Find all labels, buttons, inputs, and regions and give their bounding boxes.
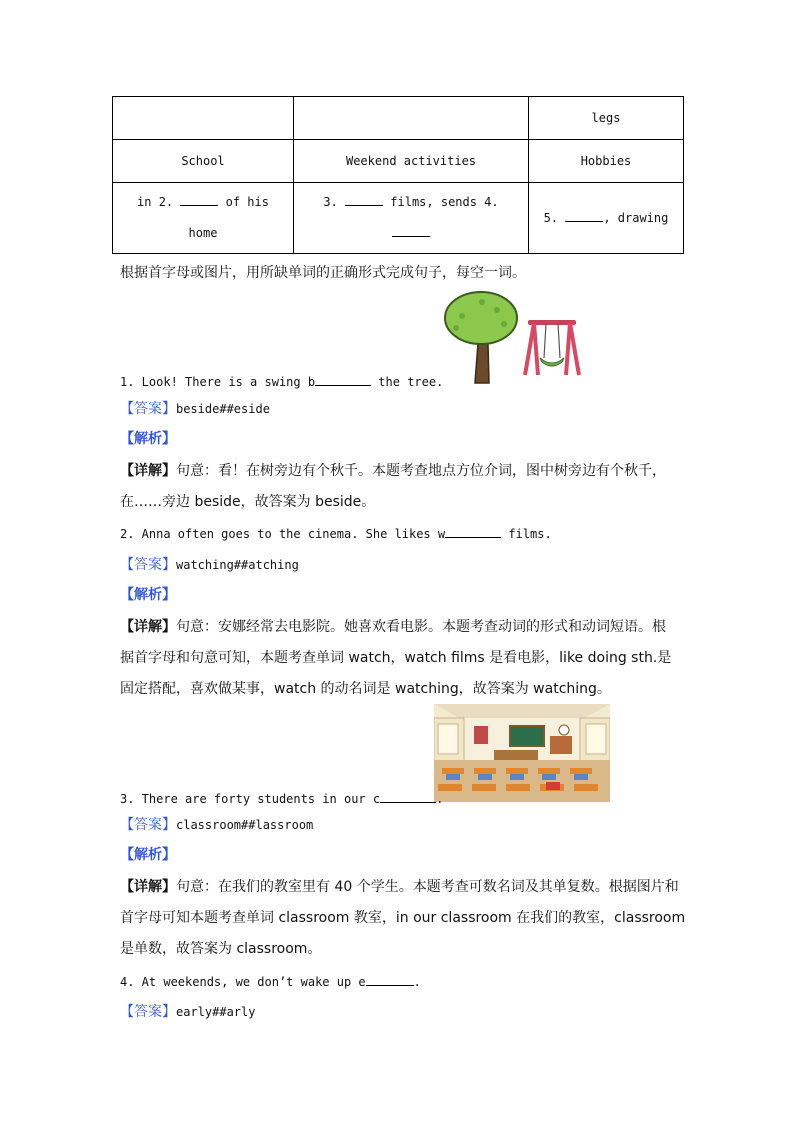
table-row	[113, 140, 684, 183]
table-header-hobbies: Hobbies	[529, 140, 684, 183]
blank-3[interactable]	[345, 191, 383, 206]
answer-blank[interactable]	[315, 373, 371, 386]
analysis-label: 【解析】	[120, 587, 176, 603]
question-text: 1. Look! There is a swing b	[120, 375, 316, 389]
question-text: the tree.	[371, 375, 444, 389]
cell-text: in 2.	[137, 195, 174, 209]
answer-text: beside##eside	[176, 402, 270, 416]
detail-1-line-2: 在……旁边 beside，故答案为 beside。	[120, 494, 376, 510]
answer-2	[120, 554, 299, 574]
question-text: 4. At weekends, we don’t wake up e	[120, 975, 366, 989]
detail-1	[120, 460, 666, 480]
answer-text: classroom##lassroom	[176, 818, 314, 832]
blank-5[interactable]	[565, 207, 603, 222]
classroom-icon	[434, 704, 610, 802]
analysis-1	[120, 428, 176, 448]
swing-icon	[522, 318, 582, 376]
detail-3-line-3: 是单数，故答案为 classroom。	[120, 941, 322, 957]
table-row	[113, 97, 684, 140]
table-cell: legs	[529, 97, 684, 140]
analysis-3	[120, 844, 176, 864]
table-cell	[113, 97, 294, 140]
table-row	[113, 183, 684, 254]
info-table	[112, 96, 684, 254]
cell-text: of his	[225, 195, 269, 209]
table-header-school: School	[113, 140, 294, 183]
detail-label: 【详解】	[120, 619, 176, 635]
blank-4[interactable]	[392, 222, 430, 237]
question-text: 3. There are forty students in our c	[120, 792, 381, 806]
answer-text: early##arly	[176, 1005, 256, 1019]
analysis-label: 【解析】	[120, 847, 176, 863]
detail-2-line-2: 据首字母和句意可知，本题考查单词 watch，watch films 是看电影，like doing sth.是	[120, 650, 672, 666]
question-text: 2. Anna often goes to the cinema. She likes w	[120, 527, 446, 541]
detail-text: 句意：安娜经常去电影院。她喜欢看电影。本题考查动词的形式和动词短语。根	[176, 619, 666, 635]
answer-1	[120, 398, 270, 418]
cell-text: films, sends 4.	[390, 195, 499, 209]
analysis-2	[120, 584, 176, 604]
table-cell-hobbies	[529, 183, 684, 254]
blank-2[interactable]	[180, 191, 218, 206]
analysis-label: 【解析】	[120, 431, 176, 447]
question-2	[120, 525, 552, 541]
table-header-weekend: Weekend activities	[294, 140, 529, 183]
table-cell-weekend	[294, 183, 529, 254]
answer-label: 【答案】	[120, 817, 176, 833]
detail-3-line-2: 首字母可知本题考查单词 classroom 教室，in our classroom 在我们的教室，classroom	[120, 910, 686, 926]
detail-text: 句意：看！在树旁边有个秋千。本题考查地点方位介词，图中树旁边有个秋千，	[176, 463, 666, 479]
question-text: .	[413, 975, 421, 989]
answer-label: 【答案】	[120, 557, 176, 573]
detail-label: 【详解】	[120, 463, 176, 479]
question-text: films.	[501, 527, 552, 541]
cell-text: 5.	[543, 210, 559, 225]
answer-blank[interactable]	[445, 525, 501, 538]
detail-3	[120, 876, 679, 896]
answer-label: 【答案】	[120, 401, 176, 417]
detail-2	[120, 616, 666, 636]
cell-text: home	[188, 226, 218, 240]
question-4	[120, 973, 421, 989]
question-3	[120, 790, 443, 806]
detail-text: 句意：在我们的教室里有 40 个学生。本题考查可数名词及其单复数。根据图片和	[176, 879, 679, 895]
detail-label: 【详解】	[120, 879, 176, 895]
answer-blank[interactable]	[380, 790, 436, 803]
answer-text: watching##atching	[176, 558, 299, 572]
table-cell	[294, 97, 529, 140]
detail-2-line-3: 固定搭配，喜欢做某事，watch 的动名词是 watching，故答案为 watching。	[120, 681, 611, 697]
answer-label: 【答案】	[120, 1004, 176, 1020]
instruction: 根据首字母或图片，用所缺单词的正确形式完成句子，每空一词。	[120, 265, 526, 281]
answer-4	[120, 1001, 255, 1021]
cell-text: 3.	[323, 195, 338, 209]
answer-blank[interactable]	[366, 973, 414, 986]
question-text: .	[436, 792, 444, 806]
cell-text: , drawing	[603, 210, 669, 225]
table-cell-school	[113, 183, 294, 254]
tree-icon	[442, 288, 520, 386]
answer-3	[120, 814, 313, 834]
question-1	[120, 373, 443, 389]
